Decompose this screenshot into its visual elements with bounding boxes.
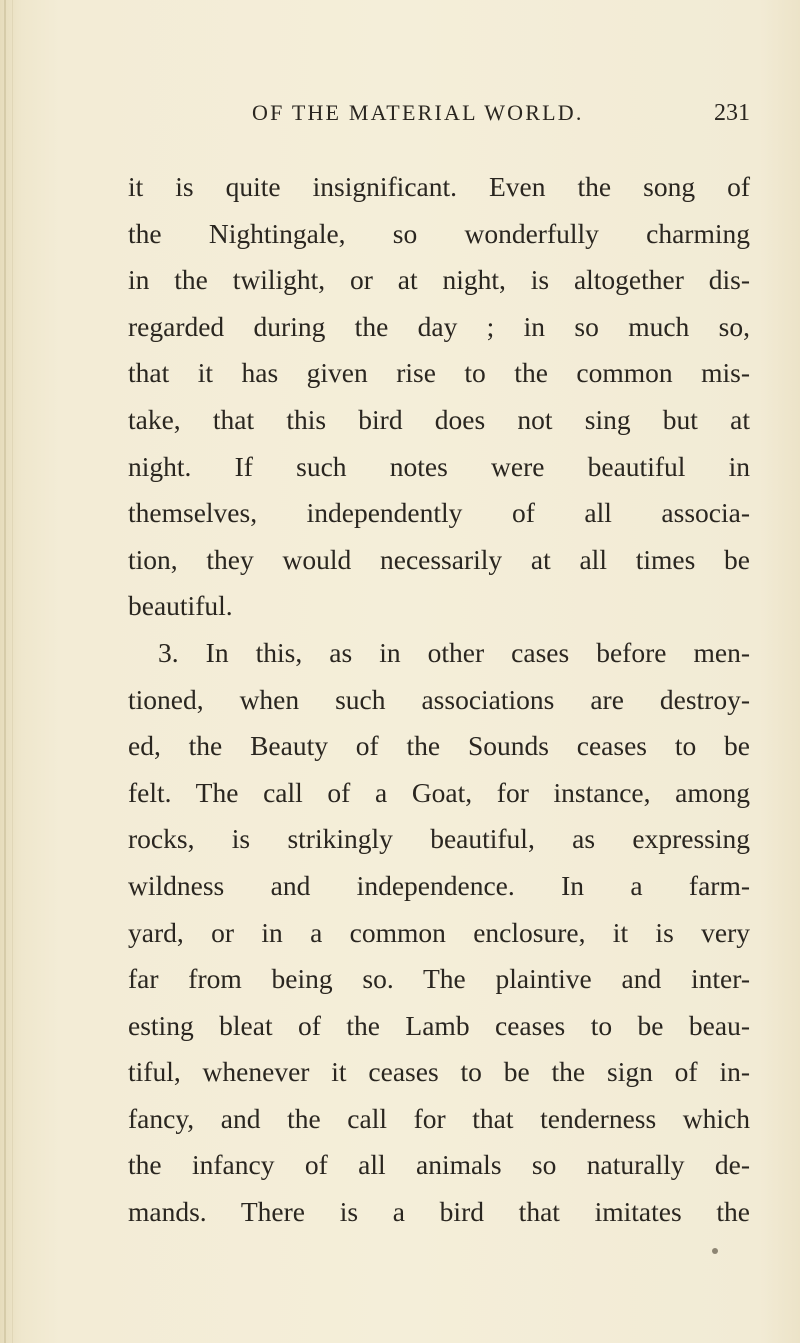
body-text [128, 164, 750, 1236]
text-line: in the twilight, or at night, is altogether dis- [128, 264, 750, 296]
text-line: regarded during the day ; in so much so, [128, 310, 750, 342]
ink-spot [712, 1248, 718, 1254]
text-line: ed, the Beauty of the Sounds ceases to be [128, 730, 750, 762]
text-line: tiful, whenever it ceases to be the sign of in- [128, 1056, 750, 1088]
text-line: beautiful. [128, 590, 233, 622]
text-line: it is quite insignificant. Even the song of [128, 171, 750, 202]
text-line: esting bleat of the Lamb ceases to be beau- [128, 1009, 750, 1041]
text-line: far from being so. The plaintive and inter- [128, 963, 750, 995]
text-line: tion, they would necessarily at all times be [128, 543, 750, 575]
text-line: night. If such notes were beautiful in [128, 450, 750, 482]
running-head-title: OF THE MATERIAL WORLD. [252, 100, 584, 125]
text-line: that it has given rise to the common mis- [128, 357, 750, 389]
text-line: tioned, when such associations are destroy- [128, 683, 750, 715]
text-line: yard, or in a common enclosure, it is very [128, 916, 750, 948]
text-line: fancy, and the call for that tenderness which [128, 1102, 750, 1134]
text-line: felt. The call of a Goat, for instance, among [128, 776, 750, 808]
text-line: the Nightingale, so wonderfully charming [128, 217, 750, 249]
text-line: mands. There is a bird that imitates the [128, 1196, 750, 1228]
page-number: 231 [714, 100, 750, 126]
text-line: rocks, is strikingly beautiful, as expressing [128, 823, 750, 855]
running-head [252, 96, 750, 130]
page-gutter-edge [4, 0, 6, 1343]
text-line: the infancy of all animals so naturally de- [128, 1149, 750, 1181]
page-gutter-shadow [12, 0, 13, 1343]
text-line: themselves, independently of all associa- [128, 497, 750, 529]
text-line: 3. In this, as in other cases before men- [158, 636, 750, 668]
text-line: take, that this bird does not sing but at [128, 403, 750, 435]
text-line: wildness and independence. In a farm- [128, 869, 750, 901]
